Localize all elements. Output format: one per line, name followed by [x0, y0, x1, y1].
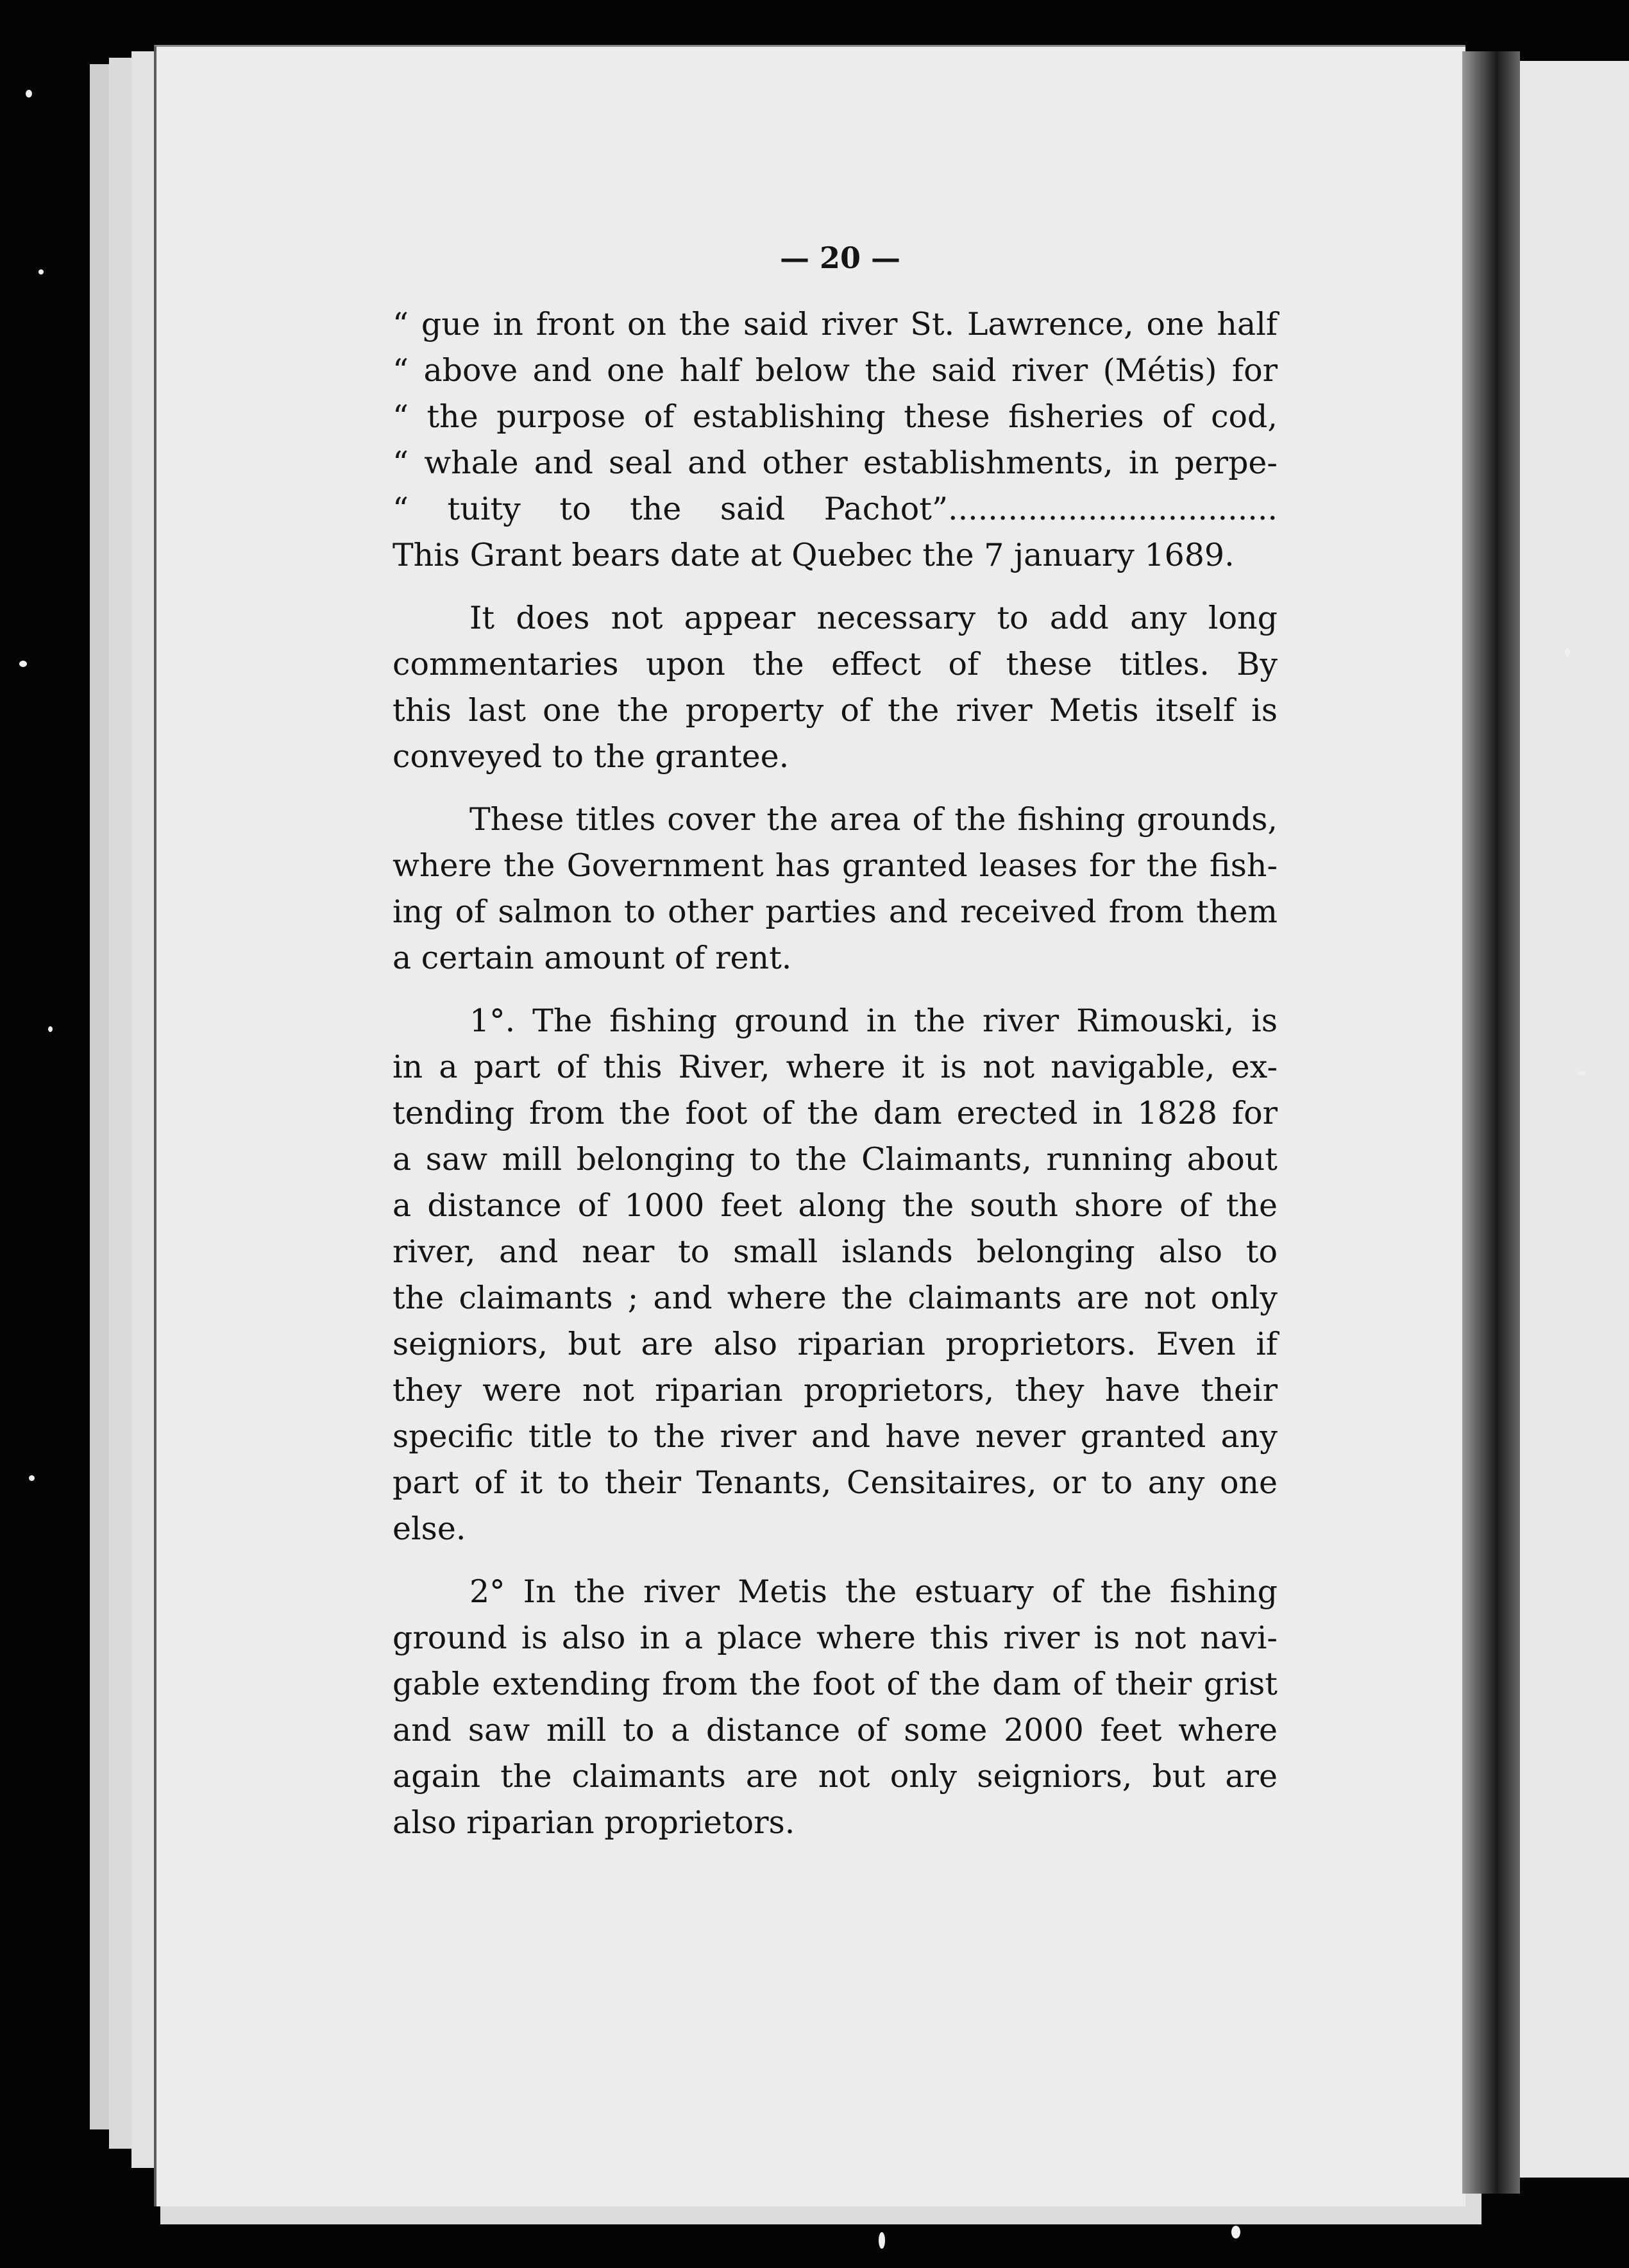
paragraph-commentary [392, 595, 1278, 780]
text-line: a saw mill belonging to the Claimants, running about [392, 1141, 1278, 1178]
paragraph-rimouski [392, 998, 1278, 1552]
scan-speck [48, 1026, 53, 1032]
text-line: a certain amount of rent. [392, 940, 792, 976]
text-line: seigniors, but are also riparian proprietors. Even if [392, 1326, 1278, 1362]
text-line: part of it to their Tenants, Censitaires, or to any one [392, 1464, 1278, 1501]
text-line: they were not riparian proprietors, they have their [392, 1372, 1278, 1409]
scan-speck [29, 1475, 35, 1481]
text-line: “ tuity to the said Pachot”................................. [392, 491, 1278, 527]
scan-speck [1565, 648, 1570, 657]
scan-speck [1578, 1071, 1585, 1075]
text-line: gable extending from the foot of the dam of their grist [392, 1666, 1278, 1702]
facing-page-edge [1514, 61, 1629, 2178]
scan-speck [1231, 2226, 1240, 2238]
text-line: “ the purpose of establishing these fisheries of cod, [392, 398, 1278, 435]
text-line: a distance of 1000 feet along the south shore of the [392, 1187, 1278, 1224]
text-line: in a part of this River, where it is not navigable, ex- [392, 1049, 1278, 1085]
paragraph-titles [392, 797, 1278, 981]
text-line: ground is also in a place where this river is not navi- [392, 1620, 1278, 1656]
text-line: river, and near to small islands belonging also to [392, 1233, 1278, 1270]
text-line: 2° In the river Metis the estuary of the fishing [469, 1573, 1278, 1610]
text-line: conveyed to the grantee. [392, 738, 789, 775]
text-line: “ whale and seal and other establishments, in perpe- [392, 444, 1278, 481]
text-line: These titles cover the area of the fishing grounds, [469, 801, 1278, 838]
page-number: — 20 — [779, 241, 901, 275]
text-line: “ above and one half below the said river (Métis) for [392, 352, 1278, 389]
text-line: “ gue in front on the said river St. Lawrence, one half [392, 306, 1278, 343]
text-line: this last one the property of the river Metis itself is [392, 692, 1278, 729]
text-line: and saw mill to a distance of some 2000 feet where [392, 1712, 1278, 1748]
text-line: This Grant bears date at Quebec the 7 january 1689. [392, 537, 1235, 573]
paragraph-quote [392, 301, 1278, 579]
binding-gutter [1462, 51, 1520, 2194]
text-line: ing of salmon to other parties and received from them [392, 893, 1278, 930]
text-line: specific title to the river and have never granted any [392, 1418, 1278, 1455]
text-line: commentaries upon the effect of these titles. By [392, 646, 1278, 682]
text-line: else. [392, 1511, 466, 1547]
text-line: tending from the foot of the dam erected in 1828 for [392, 1095, 1278, 1131]
scan-speck [26, 90, 32, 97]
scan-speck [19, 661, 27, 667]
body-text [392, 301, 1278, 1863]
text-line: also riparian proprietors. [392, 1804, 795, 1841]
text-line: where the Government has granted leases for the fish- [392, 847, 1278, 884]
paragraph-metis [392, 1569, 1278, 1846]
text-line: It does not appear necessary to add any long [469, 600, 1278, 636]
text-line: again the claimants are not only seigniors, but are [392, 1758, 1278, 1795]
text-line: 1°. The fishing ground in the river Rimouski, is [469, 1003, 1278, 1039]
scan-speck [38, 269, 44, 275]
text-line: the claimants ; and where the claimants are not only [392, 1280, 1278, 1316]
scan-speck [879, 2232, 885, 2249]
